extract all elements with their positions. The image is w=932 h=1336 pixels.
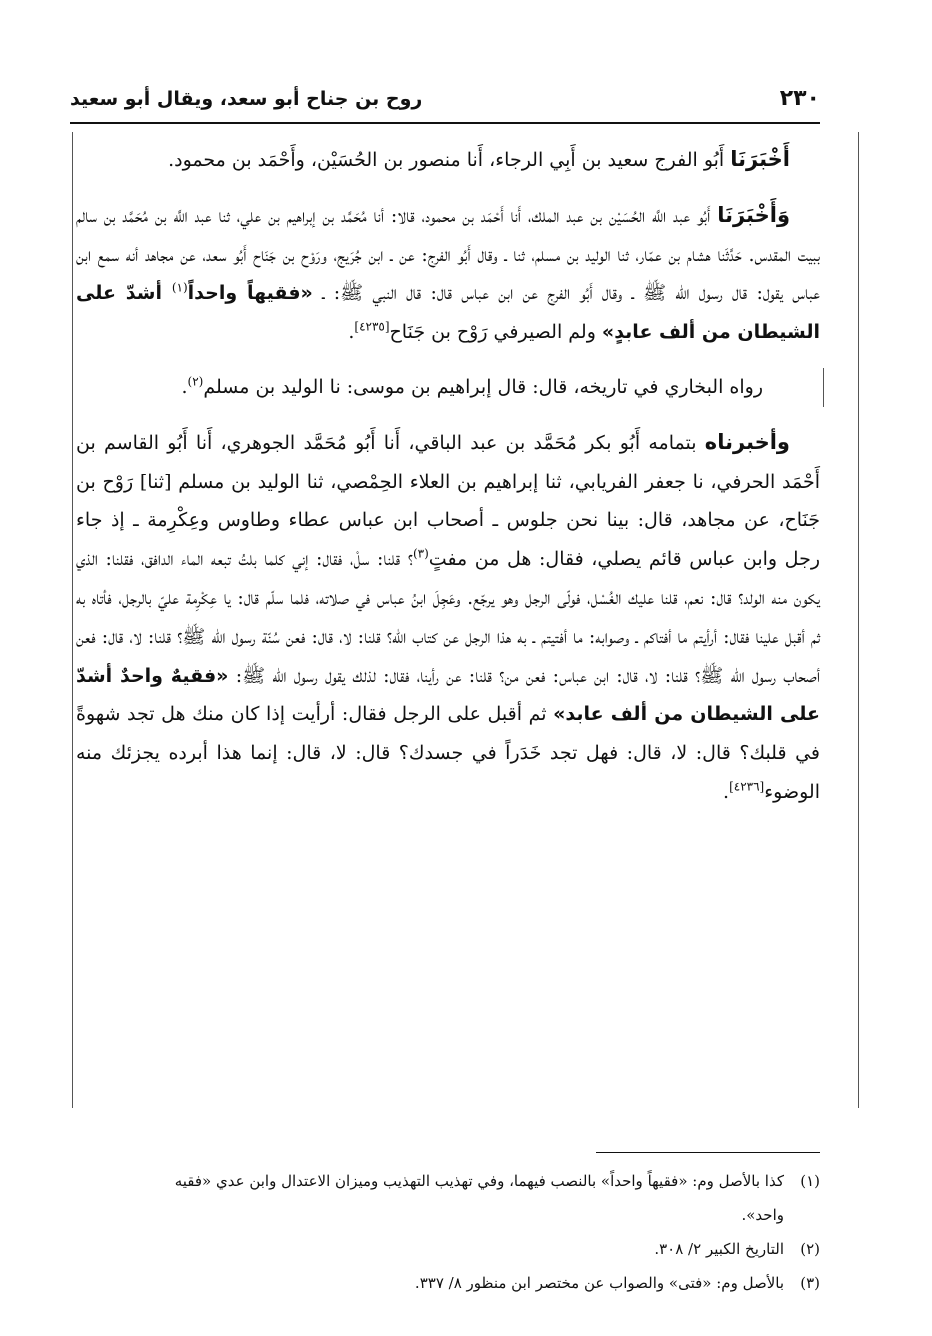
footnote-reference: (٣): [412, 546, 429, 561]
footnote-text: بالأصل وم: «فتى» والصواب عن مختصر ابن منظور ٨/ ٣٣٧.: [414, 1274, 784, 1292]
footnote-number: (٣): [800, 1274, 820, 1292]
hadith-quote: «فقيهٌ واحدٌ أشدّ على الشيطان من ألف عابد»: [76, 664, 820, 726]
footnote-1-continued: [70, 1198, 820, 1232]
right-margin-rule: [858, 132, 859, 1108]
paragraph-lead-word: وَأَخْبَرَنَا: [717, 202, 790, 227]
paragraph-text: ولم الصيرفي رَوْح بن جَنَاح: [389, 321, 602, 344]
page-header: [70, 84, 820, 120]
footnote-1: [70, 1164, 820, 1198]
paragraph-isnad-1: [76, 140, 820, 180]
running-head: روح بن جناح أبو سعد، ويقال أبو سعيد: [70, 88, 423, 110]
footnote-text: واحد».: [741, 1206, 784, 1224]
footnote-number: (٢): [800, 1240, 820, 1258]
hadith-quote: أشدّ على الشيطان من ألف عابدٍ»: [76, 282, 820, 344]
paragraph-text: ثم أقبل على الرجل فقال: أرأيت إذا كان منك هل تجد شهوةً في قلبك؟ قال: لا، قال: فهل تجد خَدَراً في جسدك؟ قال: لا، قال: إنما هذا أبرده يجزئك منه الوضوء: [76, 703, 821, 803]
paragraph-lead-word: أَخْبَرَنَا: [730, 147, 790, 171]
paragraph-end: .: [348, 321, 355, 344]
paragraph-isnad-2: [76, 196, 820, 352]
header-rule: [70, 122, 820, 124]
footnote-reference: (٢): [187, 374, 204, 389]
paragraph-end: .: [181, 375, 188, 398]
paragraph-text: أَبُو عبد اللَّه الحُسَيْن بن عبد الملك، أَنا أَحْمَد بن محمود، قالا: أنا مُحَمَّد بن إبراهيم بن علي، ثنا عبد اللَّه بن مُحَمَّد بن سالم ببيت المقدس. حَدَّثَنا هشام بن عمّار، ثنا الوليد بن مسلم، ثنا ـ وقال أَبُو الفرج: عن ـ ابن جُرَيج، ورَوْح بن جَنَاح أَبُو سعد، عن مجاهد أنه سمع ابن عباس يقول: قال رسول الله ﷺ ـ وقال أَبُو الفرج عن ابن عباس قال: قال النبي ﷺ: ـ: [76, 204, 820, 305]
footnotes: [70, 1164, 820, 1300]
page-number: ٢٣٠: [779, 86, 820, 111]
paragraph-lead-word: وأخبرناه: [704, 429, 790, 454]
hadith-quote: «فقيهاً واحداً: [187, 282, 313, 305]
footnote-reference: (١): [171, 281, 188, 296]
footnote-text: التاريخ الكبير ٢/ ٣٠٨.: [654, 1240, 784, 1258]
paragraph-text: ؟ قلنا: سلْ، فقال: إني كلما بلتُ تبعه الماء الدافق، فقلنا: الذي يكون منه الولد؟ قال: نعم، قلنا عليك الغُسْل، فولّى الرجل وهو يرجّع. وعَجِلَ ابنُ عباس في صلاته، فلما سلّم قال: يا عِكْرِمة عليّ بالرجل، فأتاه به ثم أقبل علينا فقال: أرأيتم ما أفتاكم ـ وصوابه: ما أفتيتم ـ به هذا الرجل عن كتاب الله؟ قلنا: لا، قال: فعن سُنّة رسول الله ﷺ؟ قلنا: لا، قال: فعن أصحاب رسول الله ﷺ؟ قلنا: لا، قال: ابن عباس: فعن من؟ قلنا: عن رأينا، فقال: لذلك يقول رسول الله ﷺ:: [76, 548, 820, 687]
paragraph-riwaya: [76, 368, 824, 407]
footnote-number: (١): [800, 1172, 820, 1190]
paragraph-isnad-3: [76, 423, 820, 812]
footnote-separator: [596, 1152, 820, 1153]
footnote-text: كذا بالأصل وم: «فقيهاً واحداً» بالنصب فيهما، وفي تهذيب التهذيب وميزان الاعتدال وابن عدي «فقيه: [174, 1172, 784, 1190]
hadith-number: [٤٢٣٥]: [354, 319, 390, 334]
paragraph-text: أَبُو الفرج سعيد بن أَبِي الرجاء، أَنا منصور بن الحُسَيْن، وأَحْمَد بن محمود.: [168, 149, 731, 171]
hadith-number: [٤٢٣٦]: [729, 779, 765, 794]
paragraph-text: رواه البخاري في تاريخه، قال: قال إبراهيم بن موسى: نا الوليد بن مسلم: [203, 375, 763, 398]
left-margin-rule: [72, 132, 73, 1108]
footnote-3: [70, 1266, 820, 1300]
paragraph-end: .: [723, 780, 730, 803]
footnote-2: [70, 1232, 820, 1266]
main-text: [76, 140, 820, 828]
paragraph-text: بتمامه أَبُو بكر مُحَمَّد بن عبد الباقي، أَنا أَبُو مُحَمَّد الجوهري، أَنا أَبُو القاسم بن أَحْمَد الحرفي، نا جعفر الفريابي، ثنا إبراهيم بن العلاء الحِمْصي، ثنا الوليد بن مسلم [ثنا] رَوْح بن جَنَاح، عن مجاهد، قال: بينا نحن جلوس ـ أصحاب ابن عباس عطاء وطاوس وعِكْرِمة ـ إذ جاء رجل وابن عباس قائم يصلي، فقال: هل من مفتٍ: [76, 431, 820, 571]
